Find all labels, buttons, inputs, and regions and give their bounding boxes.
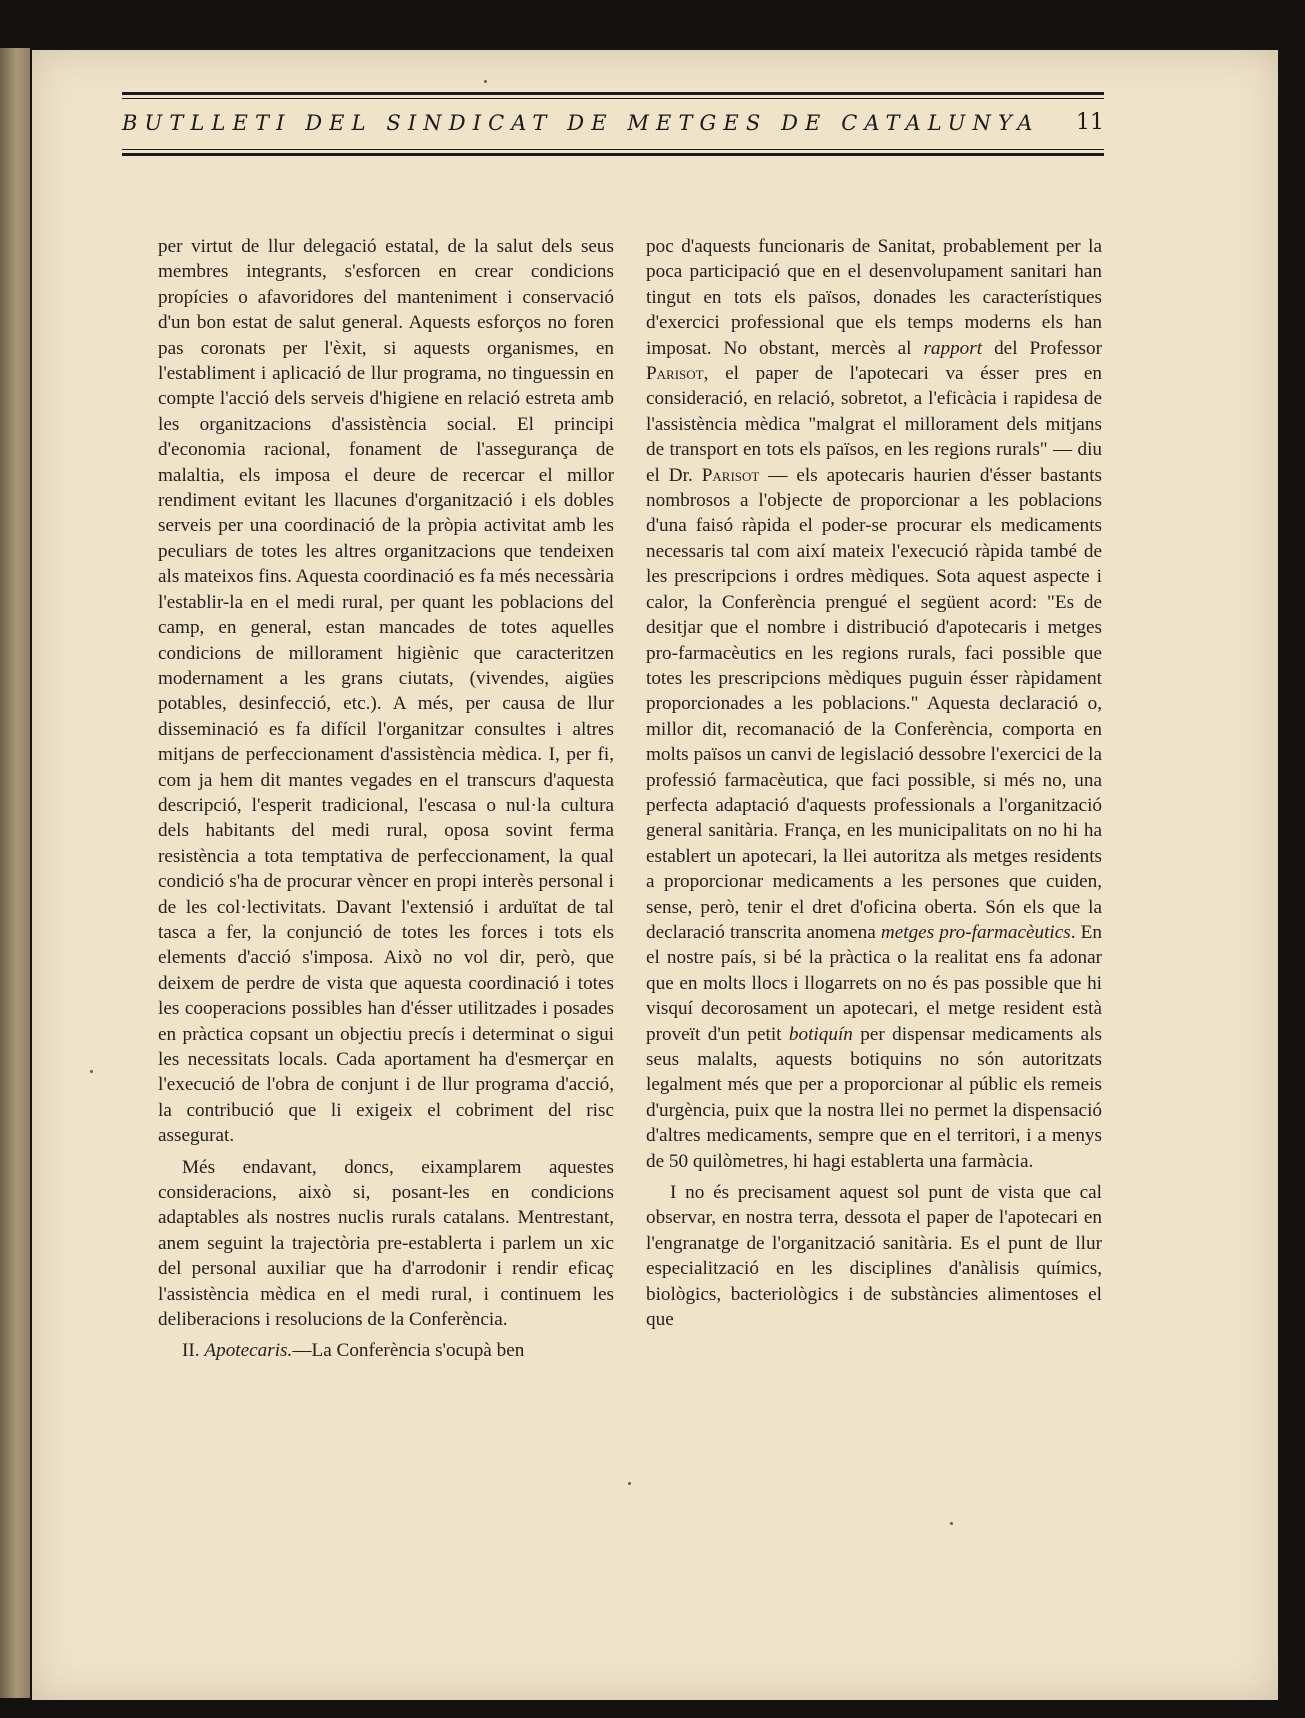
header-rule-bottom	[122, 153, 1104, 156]
left-column	[158, 234, 614, 1364]
italic-term: metges pro-farmacèutics	[880, 921, 1071, 943]
text-run: . En el nostre país, si bé la pràctica o la realitat ens fa adonar que en molts llocs i llogarrets on no és pas possible que hi visquí decorosament un apotecari, el metge resident està proveït d'un petit	[646, 921, 1102, 1045]
text-run: poc d'aquests funcionaris de Sanitat, probablement per la poca participació que en el desenvolupament sanitari han tingut en tots els països, donades les característiques d'exercici professional que els temps moderns els han imposat. No obstant, mercès al	[646, 236, 1102, 359]
section-heading: Apotecaris.	[204, 1340, 293, 1362]
paragraph: per virtut de llur delegació estatal, de la salut dels seus membres integrants, s'esforcen en crear condicions propícies o afavoridores del manteniment i conservació d'un bon estat de salut general. Aquests esforços no foren pas coronats per l'èxit, si aquests organismes, en l'establiment i aplicació de llur programa, no tinguessin en compte l'acció dels serveis d'higiene en relació estreta amb les organitzacions d'assistència social. El principi d'economia racional, fonament de l'assegurança de malaltia, els imposa el deure de recercar el millor rendiment evitant les llacunes d'organització i els dobles serveis per una coordinació de la pròpia activitat amb les peculiars de totes les altres organitzacions que tendeixen als mateixos fins. Aquesta coordinació es fa més necessària l'establir-la en el medi rural, per quant les poblacions del camp, en general, estan mancades de totes aquelles condicions de millorament higiènic que caracteritzen modernament a les grans ciutats, (vivendes, aigües potables, desinfecció, etc.). A més, per causa de llur disseminació es fa difícil l'organitzar consultes i altres mitjans de perfeccionament d'assistència mèdica. I, per fi, com ja hem dit mantes vegades en el transcurs d'aquesta descripció, l'esperit tradicional, l'escasa o nul·la cultura dels habitants del medi rural, oposa sovint ferma resistència a tota temptativa de perfeccionament, la qual condició s'ha de procurar vèncer en propi interès personal i de les col·lectivitats. Davant l'extensió i arduïtat de tal tasca a fer, la conjunció de totes les forces i tots els elements d'acció s'imposa. Això no vol dir, però, que deixem de perdre de vista que aquesta coordinació i totes les cooperacions possibles han d'ésser utilitzades i posades en pràctica copsant un objectiu precís i determinat o sigui les necessitats locals. Cada aportament ha d'esmerçar en l'execució de l'obra de conjunt i de llur programa d'acció, la contribució que li exigeix el cobriment del risc assegurat.	[158, 236, 614, 1147]
header-rule-bottom-thin	[122, 149, 1104, 150]
paper-speck	[484, 80, 487, 83]
italic-term: botiquín	[788, 1023, 853, 1045]
paper-speck	[628, 1482, 631, 1485]
section-number: II.	[182, 1340, 205, 1362]
header-rule-top-thin	[122, 98, 1104, 99]
paragraph: Més endavant, doncs, eixamplarem aquestes consideracions, això si, posant-les en condicions adaptables als nostres nuclis rurals catalans. Mentrestant, anem seguint la trajectòria pre-establerta i parlem un xic del personal auxiliar que ha d'arrodonir i rendir eficaç l'assistència mèdica en el medi rural, i continuem les deliberacions i resolucions de la Conferència.	[158, 1156, 614, 1331]
text-run: per dispensar medicaments als seus malalts, aquests botiquins no són autoritzats legalment més que per a proporcionar al públic els remeis d'urgència, puix que la nostra llei no permet la dispensació d'altres medicaments, sempre que en el territori, i a menys de 50 quilòmetres, hi hagi establerta una farmàcia.	[646, 1023, 1102, 1172]
text-run: — els apotecaris haurien d'ésser bastants nombrosos a l'objecte de proporcionar a les poblacions d'una faisó ràpida el poder-se procurar els medicaments necessaris tal com així mateix l'execució ràpida també de les prescripcions i ordres mèdiques. Sota aquest aspecte i calor, la Conferència prengué el següent acord: "Es de desitjar que el nombre i distribució d'apotecaris i metges pro-farmacèutics en les regions rurals, faci possible que totes les prescripcions mèdiques puguin ésser ràpidament proporcionades a les poblacions." Aquesta declaració o, millor dit, recomanació de la Conferència, comporta en molts països un canvi de legislació dessobre l'exercici de la professió farmacèutica, que faci possible, si més no, una perfecta adaptació d'aquests professionals a l'organització general sanitària. França, en les municipalitats on no hi ha establert un apotecari, la llei autoritza als metges residents a proporcionar medicaments a les persones que cuiden, sense, però, tenir el dret d'oficina oberta. Són els que la declaració transcrita anomena	[646, 464, 1102, 943]
running-header	[122, 92, 1104, 152]
page-number: 11	[1076, 110, 1104, 135]
journal-title: BUTLLETI DEL SINDICAT DE METGES DE CATALUNYA	[122, 111, 1040, 135]
author-name: Parisot	[646, 363, 704, 385]
paper-speck	[90, 1070, 93, 1073]
author-name: Parisot	[701, 464, 760, 486]
header-rule-top	[122, 92, 1104, 95]
paragraph: I no és precisament aquest sol punt de vista que cal observar, en nostra terra, dessota el paper de l'apotecari en l'engranatge de l'organització sanitària. Es el punt de llur especialització en les disciplines d'anàlisis químics, biològics, bacteriològics i de substàncies alimentoses el que	[646, 1182, 1102, 1331]
paragraph	[646, 234, 1102, 1174]
paragraph-apotecaris	[158, 1338, 614, 1363]
italic-term: rapport	[923, 337, 983, 359]
paragraph-text: —La Conferència s'ocupà ben	[292, 1340, 525, 1362]
facing-page-edge	[0, 48, 30, 1698]
text-run: del Professor	[982, 337, 1103, 359]
right-column	[646, 234, 1102, 1332]
paper-speck	[950, 1522, 953, 1525]
text-run: , el paper de l'apotecari va ésser pres en consideració, en relació, sobretot, a l'eficàcia i rapidesa de l'assistència mèdica "malgrat el millorament dels mitjans de transport en tots els països, en les regions rurals" — diu el Dr.	[646, 363, 1102, 486]
